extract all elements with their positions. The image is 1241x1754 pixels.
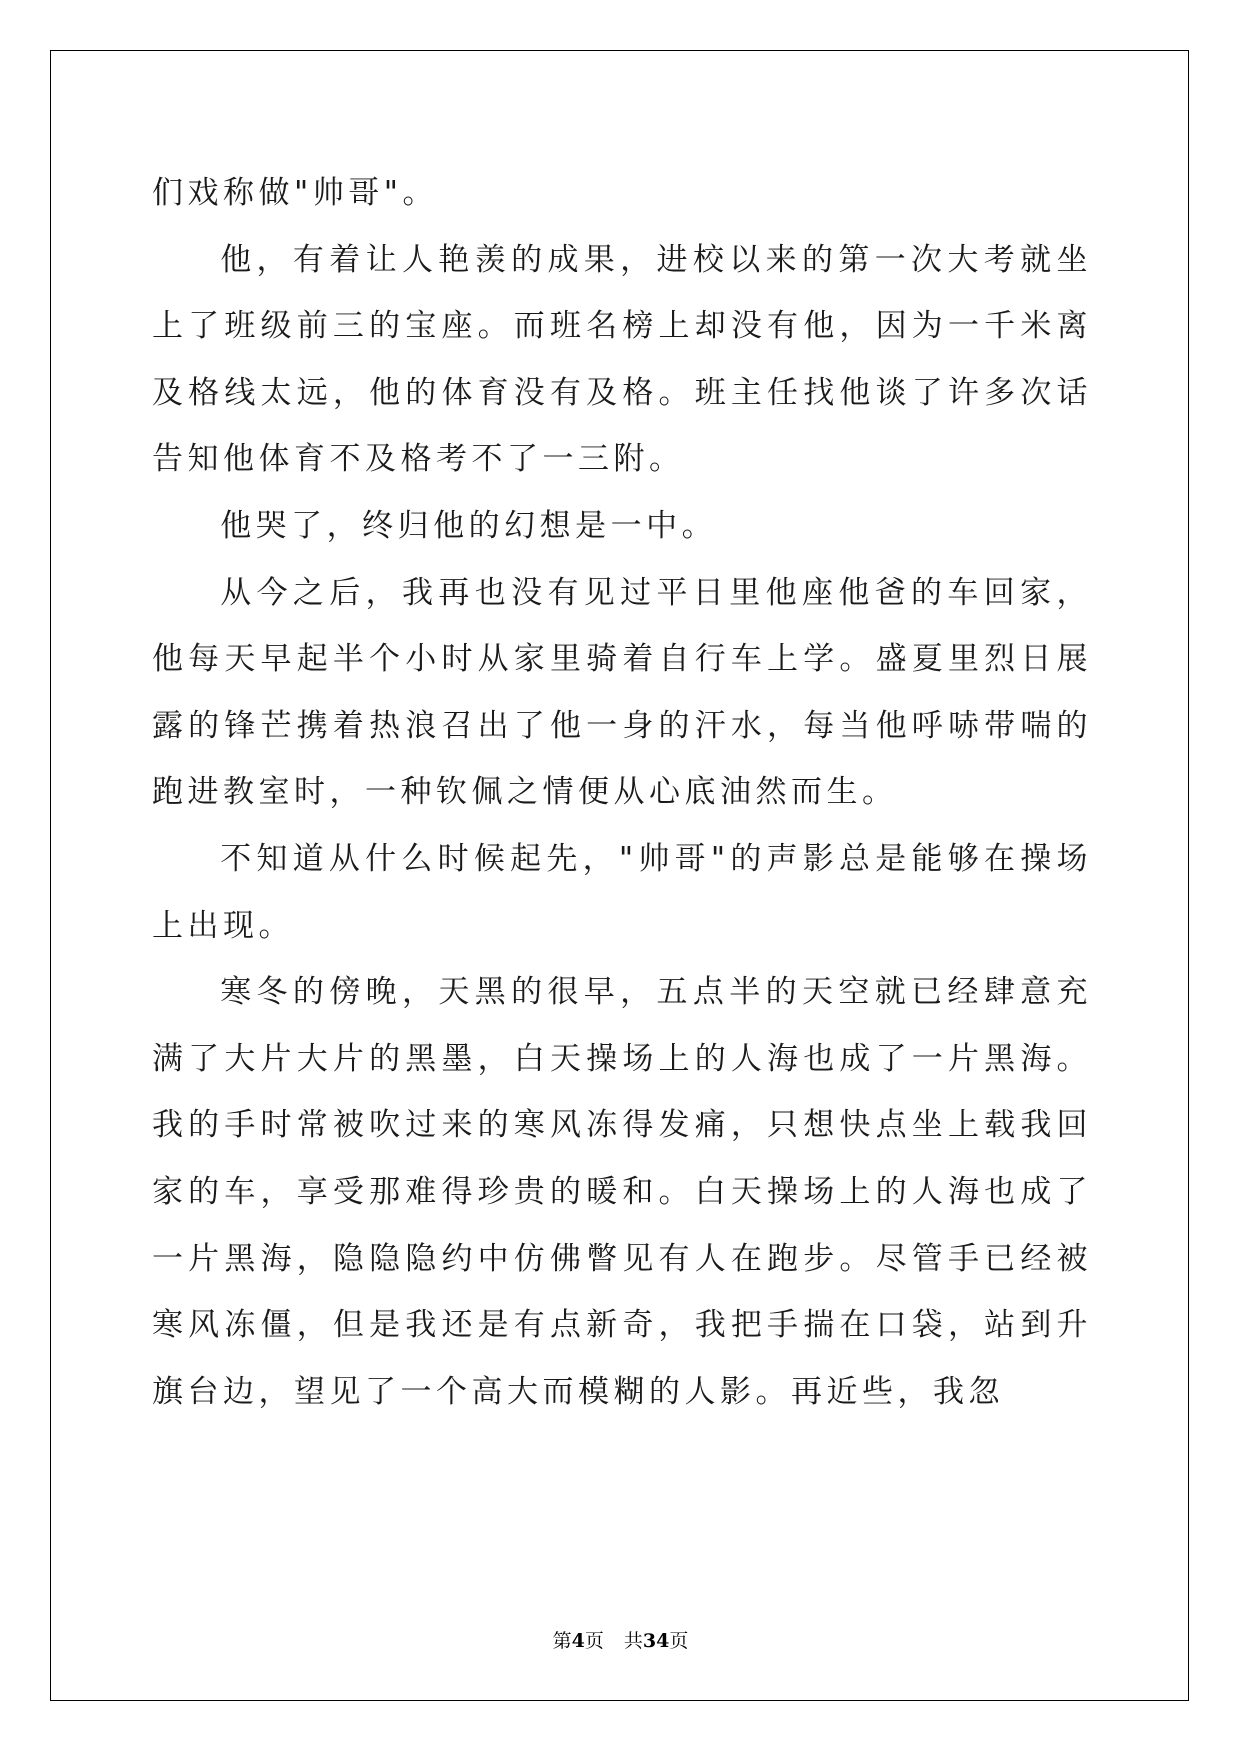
footer-total-suffix: 页 bbox=[669, 1630, 689, 1652]
total-pages: 34 bbox=[642, 1630, 670, 1652]
page-number: 4 bbox=[571, 1630, 585, 1652]
paragraph: 他，有着让人艳羡的成果，进校以来的第一次大考就坐上了班级前三的宝座。而班名榜上却没有他，因为一千米离及格线太远，他的体育没有及格。班主任找他谈了许多次话告知他体育不及格考不了一三附。 bbox=[152, 241, 1092, 478]
paragraph: 们戏称做"帅哥"。 bbox=[152, 175, 439, 211]
paragraph: 从今之后，我再也没有见过平日里他座他爸的车回家，他每天早起半个小时从家里骑着自行车上学。盛夏里烈日展露的锋芒携着热浪召出了他一身的汗水，每当他呼哧带喘的跑进教室时，一种钦佩之情便从心底油然而生。 bbox=[152, 574, 1092, 811]
paragraph: 不知道从什么时候起先，"帅哥"的声影总是能够在操场上出现。 bbox=[152, 840, 1092, 944]
body-text bbox=[152, 160, 1092, 1425]
paragraph: 寒冬的傍晚，天黑的很早，五点半的天空就已经肆意充满了大片大片的黑墨，白天操场上的人海也成了一片黑海。我的手时常被吹过来的寒风冻得发痛，只想快点坐上载我回家的车，享受那难得珍贵的暖和。白天操场上的人海也成了一片黑海，隐隐隐约中仿佛瞥见有人在跑步。尽管手已经被寒风冻僵，但是我还是有点新奇，我把手揣在口袋，站到升旗台边，望见了一个高大而模糊的人影。再近些，我忽 bbox=[152, 974, 1092, 1410]
page-footer bbox=[0, 1626, 1241, 1653]
paragraph: 他哭了，终归他的幻想是一中。 bbox=[220, 507, 718, 544]
footer-total-prefix: 共 bbox=[623, 1630, 643, 1652]
footer-page-suffix: 页 bbox=[584, 1630, 604, 1652]
footer-prefix: 第 bbox=[552, 1630, 572, 1652]
